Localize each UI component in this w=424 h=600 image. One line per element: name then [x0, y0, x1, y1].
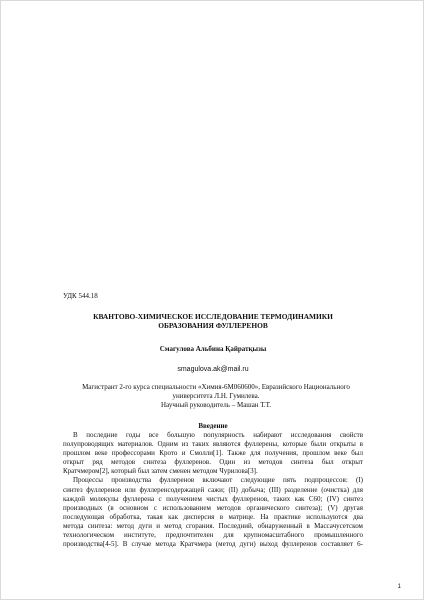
paragraph-line: каждой молекулы фуллерена с получением чистых фуллеренов, таких как С60; (IV) синтез — [63, 494, 363, 503]
affiliation-line: Научный руководитель – Машан Т.Т. — [161, 401, 271, 409]
author-name: Смагулова Альбина Қайратқызы — [159, 345, 267, 353]
title-line: ОБРАЗОВАНИЯ ФУЛЛЕРЕНОВ — [158, 321, 268, 330]
udk-code: УДК 544.18 — [63, 292, 98, 300]
paragraph-line: метода синтеза: метод дуги и метод сгорания. Последний, обнаруженный в Массачусетском — [63, 521, 363, 530]
affiliation-line: Магистрант 2-го курса специальности «Химия-6М060600», Евразийского Национального — [82, 383, 350, 391]
section-heading: Введение — [198, 422, 228, 430]
paragraph-line: технологическом институте, предпочтителен для крупномасштабного промышленного — [63, 531, 363, 540]
paragraph-line: Кратчмером[2], который был затем сменен методом Чурилова[3]. — [63, 467, 258, 476]
paragraph-line: полупроводящих материалов. Одним из таких являются фуллерены, которые были открыты в — [63, 440, 363, 449]
article-title — [63, 312, 363, 330]
paragraph-line: В последние годы все большую популярность набирают исследования свойств — [73, 431, 363, 439]
paragraph-line: последующая обработка, такая как дисперсия в матрице. На практике используются два — [63, 512, 363, 521]
affiliation — [71, 383, 361, 410]
affiliation-line: университета Л.Н. Гумилева. — [172, 392, 260, 400]
paragraph-line: производства[4-5]. В случае метода Кратчмера (метод дуги) выход фуллеренов составляет 6- — [63, 540, 363, 549]
paragraph-line: производных (в основном с использованием методов органического синтеза); (V) другая — [63, 503, 363, 512]
paragraph-line: открыт ряд методов синтеза фуллеренов. Один из методов синтеза был открыт — [63, 458, 363, 467]
paragraph-line: прошлом веке профессорами Крото и Смолли[1]. Также для получения, прошлом веке был — [63, 449, 363, 458]
title-line: КВАНТОВО-ХИМИЧЕСКОЕ ИССЛЕДОВАНИЕ ТЕРМОДИНАМИКИ — [93, 312, 333, 321]
author-email: smagulova.ak@mail.ru — [177, 366, 249, 373]
paragraph-line: Процессы производства фуллеренов включают следующие пять подпроцессов: (I) — [73, 476, 363, 485]
page-number: 1 — [397, 584, 401, 590]
paragraph-line: синтез фуллеренов или фуллеренсодержащей сажи; (II) добыча; (III) разделение (очистка) для — [63, 485, 363, 494]
body-text — [63, 431, 363, 549]
